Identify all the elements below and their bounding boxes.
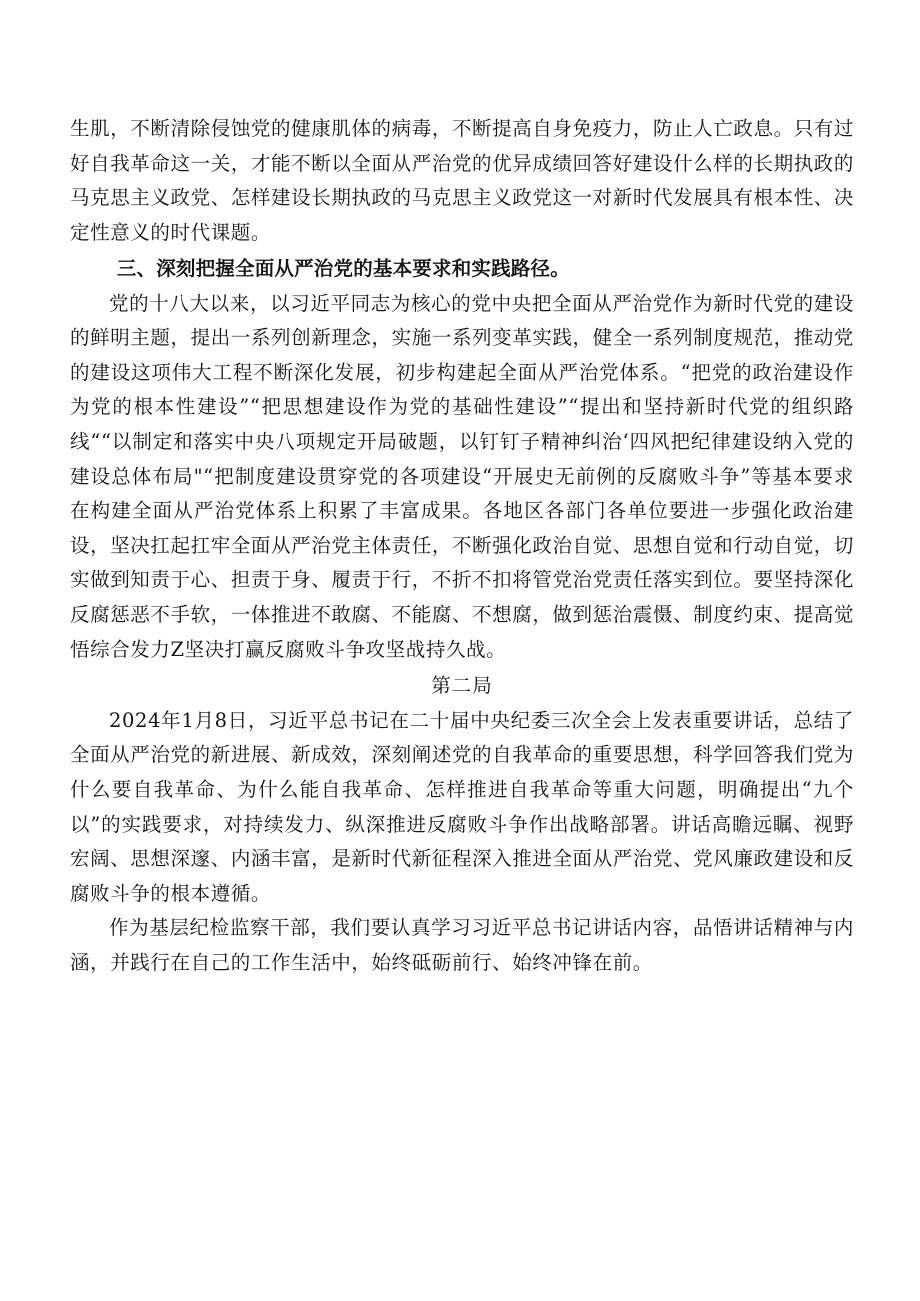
section-heading-3: 三、深刻把握全面从严治党的基本要求和实践路径。: [116, 257, 570, 280]
paragraph-grassroots-cadres: 作为基层纪检监察干部，我们要认真学习习近平总书记讲话内容，品悟讲话精神与内涵，并践行在自己的工作生活中，始终砥砺前行、始终冲锋在前。: [70, 916, 854, 974]
document-page: [70, 112, 854, 980]
paragraph-speech-summary: 2024年1月8日，习近平总书记在二十届中央纪委三次全会上发表重要讲话，总结了全面从严治党的新进展、新成效，深刻阐述党的自我革命的重要思想，科学回答我们党为什么要自我革命、为什么能自我革命、怎样推进自我革命等重大问题，明确提出“九个以”的实践要求，对持续发力、纵深推进反腐败斗争作出战略部署。讲话高瞻远瞩、视野宏阔、思想深邃、内涵丰富，是新时代新征程深入推进全面从严治党、党风廉政建设和反腐败斗争的根本遵循。: [70, 708, 854, 905]
paragraph-party-building: 党的十八大以来，以习近平同志为核心的党中央把全面从严治党作为新时代党的建设的鲜明主题，提出一系列创新理念，实施一系列变革实践，健全一系列制度规范，推动党的建设这项伟大工程不断深化发展，初步构建起全面从严治党体系。“把党的政治建设作为党的根本性建设”“把思想建设作为党的基础性建设”“提出和坚持新时代党的组织路线““以制定和落实中央八项规定开局破题，以钉钉子精神纠治‘四风把纪律建设纳入党的建设总体布局"“把制度建设贯穿党的各项建设“开展史无前例的反腐败斗争”等基本要求在构建全面从严治党体系上积累了丰富成果。各地区各部门各单位要进一步强化政治建设，坚决扛起扛牢全面从严治党主体责任，不断强化政治自觉、思想自觉和行动自觉，切实做到知责于心、担责于身、履责于行，不折不扣将管党治党责任落实到位。要坚持深化反腐惩恶不手软，一体推进不敢腐、不能腐、不想腐，做到惩治震慑、制度约束、提高觉悟综合发力Z坚决打赢反腐败斗争攻坚战持久战。: [70, 291, 854, 661]
paragraph-continuation: 生肌，不断清除侵蚀党的健康肌体的病毒，不断提高自身免疫力，防止人亡政息。只有过好自我革命这一关，才能不断以全面从严治党的优异成绩回答好建设什么样的长期执政的马克思主义政党、怎样建设长期执政的马克思主义政党这一对新时代发展具有根本性、决定性意义的时代课题。: [70, 117, 854, 244]
chapter-title: 第二局: [431, 674, 493, 698]
